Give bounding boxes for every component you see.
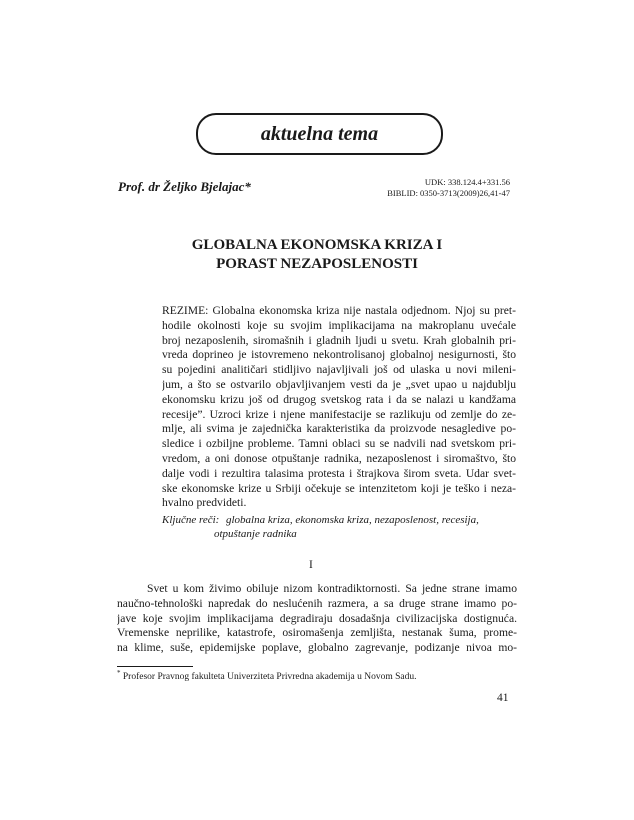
abstract-line: sledice i ozbiljne probleme. Tamni oblaci su se nadvili nad svetskom pri-	[162, 437, 516, 451]
author-name: Prof. dr Željko Bjelajac*	[118, 179, 251, 194]
abstract-line: ekonomsku krizu još od drugog svetskog rata i da se nalazi u kandžama	[162, 392, 516, 406]
body-line: na klime, suše, epidemijske poplave, globalno zagrevanje, podizanje nivoa mo-	[117, 641, 517, 655]
abstract-line: mlje, ali svima je zajednička karakteristika da proizvode nesagledive po-	[162, 422, 516, 436]
biblid-code: BIBLID: 0350-3713(2009)26,41-47	[387, 188, 510, 198]
section-label: aktuelna tema	[260, 122, 379, 145]
footnote-divider	[117, 666, 193, 667]
body-line: naučno-tehnološki napredak do neslućenih razmera, a sa druge strane imamo po-	[117, 596, 517, 610]
title-line: PORAST NEZAPOSLENOSTI	[216, 256, 418, 272]
body-text	[117, 582, 517, 656]
abstract-line: vreda doprineo je istovremeno nekontrolisanoj globalnoj nesigurnosti, što	[162, 348, 516, 362]
body-line: Vremenske neprilike, katastrofe, osiromašenja zemljišta, nestanak šuma, prome-	[117, 626, 517, 640]
article-title	[117, 236, 517, 274]
footnote	[117, 669, 417, 682]
abstract-line: broj nezaposlenih, siromašnih i gladnih ljudi u svetu. Krah globalnih pri-	[162, 333, 516, 347]
keywords-label: Ključne reči:	[162, 514, 220, 526]
body-line: jave koje svojim implikacijama degradiraju dosadašnja civilizacijska dostignuća.	[117, 611, 517, 625]
footnote-marker: *	[117, 669, 121, 677]
abstract-line: hvalno predvideti.	[162, 496, 247, 510]
keywords-line: otpuštanje radnika	[214, 528, 297, 540]
abstract-line: su pojedini analitičari stidljivo najavljivali još od ulaska u novi mileni-	[162, 363, 516, 377]
udk-code: UDK: 338.124.4+331.56	[424, 177, 510, 187]
abstract-line: ske ekonomske krize u Srbiji očekuje se intenzitetom koji je teško i neza-	[162, 481, 516, 495]
abstract-line: dalje vodi i rezultira talasima protesta i štrajkova širom sveta. Udar svet-	[162, 466, 516, 480]
abstract-line: recesije”. Uzroci krize i njene manifestacije se razlikuju od zemlje do ze-	[162, 407, 516, 421]
keywords-line: globalna kriza, ekonomska kriza, nezaposlenost, recesija,	[226, 514, 479, 526]
section-number: I	[309, 559, 313, 571]
body-line: Svet u kom živimo obiluje nizom kontradiktornosti. Sa jedne strane imamo	[147, 582, 517, 595]
abstract-line: hodile okolnosti koje su svojim implikacijama na makroplanu uvećale	[162, 318, 516, 332]
abstract	[162, 304, 516, 511]
classification-codes	[387, 177, 510, 199]
footnote-text: Profesor Pravnog fakulteta Univerziteta Privredna akademija u Novom Sadu.	[122, 672, 417, 683]
title-line: GLOBALNA EKONOMSKA KRIZA I	[191, 237, 443, 253]
abstract-line: jum, a što se ostvarilo objavljivanjem vesti da je „svet upao u najdublju	[162, 377, 516, 391]
page-number: 41	[497, 692, 509, 704]
keywords	[162, 513, 516, 541]
abstract-line: REZIME: Globalna ekonomska kriza nije nastala odjednom. Njoj su pret-	[162, 304, 516, 317]
abstract-line: vredom, a oni donose otpuštanje radnika, nezaposlenost i siromaštvo, što	[162, 451, 516, 465]
section-label-box	[196, 113, 443, 155]
